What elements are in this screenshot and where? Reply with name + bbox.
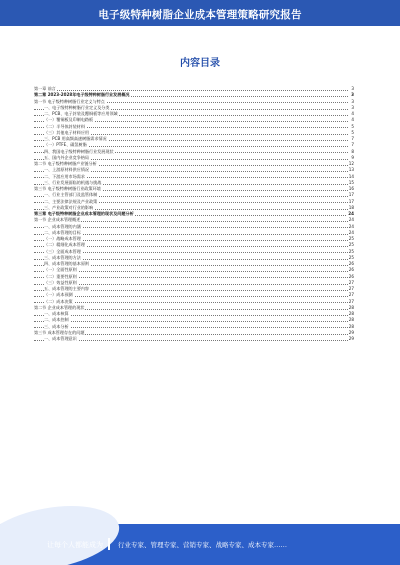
toc-entry-text: 二、成本管理的目标 [44, 229, 81, 235]
footer-divider [108, 538, 110, 550]
header-bar [0, 0, 400, 26]
toc-entry-text: （二）重要性原则 [44, 273, 77, 279]
toc-entry-text: 一、行业主管部门及监管体制 [44, 192, 98, 198]
toc-entry-text: 三、行业发展面临的机遇与挑战 [44, 179, 102, 185]
toc-entry-text: 一、成本管理的内涵 [44, 223, 81, 229]
toc-entry-text: 第一章 前言 [34, 86, 56, 91]
toc-entry-text: （一）PTFE、碳氢树脂 [44, 142, 87, 148]
toc-page-number: 4 [351, 111, 354, 116]
toc-page-number: 25 [348, 242, 354, 248]
toc-page-number: 25 [348, 248, 354, 254]
toc-entry-text: （二）半导体封装材料 [44, 123, 85, 129]
toc-entry-text: 一、成本管理意识 [44, 336, 77, 341]
toc-entry-text: 三、成本管理的方法 [44, 254, 81, 260]
toc-leader-dots [34, 327, 348, 328]
toc-page-number: 18 [348, 204, 354, 210]
toc-entry-text: 五、成本管理的主要内容 [44, 286, 90, 291]
toc-page-number: 7 [351, 142, 354, 148]
footer [0, 524, 400, 565]
toc-leader-dots [34, 296, 348, 297]
toc-page-number: 16 [348, 186, 354, 191]
footer-slogan-right: 行业专家、管理专家、营销专家、战略专家、成本专家…… [118, 541, 287, 549]
toc-page-number: 28 [348, 311, 354, 316]
toc-leader-dots [34, 284, 348, 285]
toc-entry-text: 三、PCB 用高频高速树脂需求情况 [44, 136, 107, 141]
toc-page-number: 24 [348, 223, 354, 229]
toc-page-number: 26 [348, 273, 354, 279]
toc-page-number: 3 [351, 98, 354, 104]
toc-page-number: 5 [351, 123, 354, 129]
toc-page-number: 24 [348, 211, 354, 216]
toc-page-number: 27 [348, 279, 354, 285]
toc-page-number: 28 [348, 323, 354, 329]
toc-entry-text: 二、PCB、电子封装及覆铜板等应用领域 [44, 111, 118, 116]
toc-entry-text: 二、成本控制 [44, 317, 69, 323]
toc-page-number: 12 [348, 161, 354, 166]
toc-entry-text: 第三节 电子级特种树脂行业政策环境 [34, 186, 101, 191]
toc-entry-text: （三）其他电子材料应用 [44, 129, 90, 135]
toc-page-number: 17 [348, 192, 354, 198]
toc-page-number: 9 [351, 154, 354, 160]
toc-page-number: 3 [351, 104, 354, 110]
toc-entry-text: 四、成本管理的基本原则 [44, 261, 90, 266]
toc-entry-text: 三、成本分析 [44, 323, 69, 329]
toc-page-number: 15 [348, 179, 354, 185]
toc-page-number: 29 [348, 336, 354, 341]
toc-entry-text: 第三节 成本管理存在的问题 [34, 329, 85, 335]
toc-entry-text: 第二章 2023-2028年电子级特种树脂行业发展概况 [34, 92, 130, 98]
toc-entry-text: 第三章 电子级特种树脂企业成本管理的现状及问题分析 [34, 211, 134, 216]
toc-entry-text: （三）全面成本管理 [44, 248, 81, 254]
toc-entry-text: （一）成本预测 [44, 292, 73, 298]
toc-entry-text: 第二节 企业成本管理的现状 [34, 304, 85, 310]
toc-entry-text: （一）覆铜板及印制电路板 [44, 117, 94, 123]
toc-page-number: 25 [348, 236, 354, 241]
toc-leader-dots [34, 90, 348, 91]
toc-entry-text: （一）战略成本管理 [44, 236, 81, 241]
toc-page-number: 28 [348, 304, 354, 310]
toc-entry-text: 第一节 企业成本管理概述 [34, 217, 81, 223]
report-title: 电子级特种树脂企业成本管理策略研究报告 [98, 9, 302, 21]
toc-page-number: 24 [348, 229, 354, 235]
toc-page-number: 3 [351, 92, 354, 98]
toc-page-number: 26 [348, 267, 354, 273]
toc-entry-text: （三）效益性原则 [44, 279, 77, 285]
toc-page-number: 14 [348, 173, 354, 179]
toc-leader-dots [34, 302, 348, 303]
toc-page-number: 27 [348, 286, 354, 291]
toc-entry-text: 一、上游原材料供应情况 [44, 167, 90, 173]
toc-entry-text: 二、主要法律法规及产业政策 [44, 198, 98, 204]
toc-page-number: 27 [348, 298, 354, 304]
toc-entry-text: 四、我国电子级特种树脂行业发展现状 [44, 148, 114, 154]
toc-entry-text: 三、产业政策对行业的影响 [44, 204, 94, 210]
toc-leader-dots [34, 321, 348, 322]
toc-page-number: 7 [351, 136, 354, 141]
toc-page-number: 5 [351, 129, 354, 135]
toc-page-number: 24 [348, 217, 354, 223]
toc-entry-text: （一）全面性原则 [44, 267, 77, 273]
toc-page-number: 3 [351, 86, 354, 91]
toc-entry-text: 二、下游应用市场需求 [44, 173, 85, 179]
toc-leader-dots [34, 221, 348, 222]
footer-slogan-left: 让每个人都能成为 [47, 541, 103, 549]
toc-leader-dots [34, 315, 348, 316]
toc-entry-text: （二）成本决策 [44, 298, 73, 304]
toc-entry-text: （二）精细化成本管理 [44, 242, 85, 248]
toc-leader-dots [34, 340, 348, 341]
toc-entry[interactable] [34, 336, 354, 342]
toc-entry-text: 第一节 电子级特种树脂行业定义与特点 [34, 98, 105, 104]
toc-page-number: 17 [348, 198, 354, 204]
toc-page-number: 29 [348, 329, 354, 335]
toc-page-number: 4 [351, 117, 354, 123]
toc-page-number: 28 [348, 317, 354, 323]
toc-page-number: 8 [351, 148, 354, 154]
toc-entry-text: 第二节 电子级特种树脂产业链分析 [34, 161, 97, 166]
toc-page-number: 13 [348, 167, 354, 173]
toc-entry-text: 一、成本核算 [44, 311, 69, 316]
table-of-contents [34, 86, 354, 342]
toc-page-number: 27 [348, 292, 354, 298]
toc-leader-dots [34, 271, 348, 272]
toc-heading: 内容目录 [180, 58, 220, 69]
toc-page-number: 26 [348, 261, 354, 266]
toc-page-number: 25 [348, 254, 354, 260]
toc-entry-text: 五、国内外企业竞争格局 [44, 154, 90, 160]
toc-leader-dots [34, 277, 348, 278]
toc-entry-text: 一、电子级特种树脂行业定义及分类 [44, 104, 110, 110]
